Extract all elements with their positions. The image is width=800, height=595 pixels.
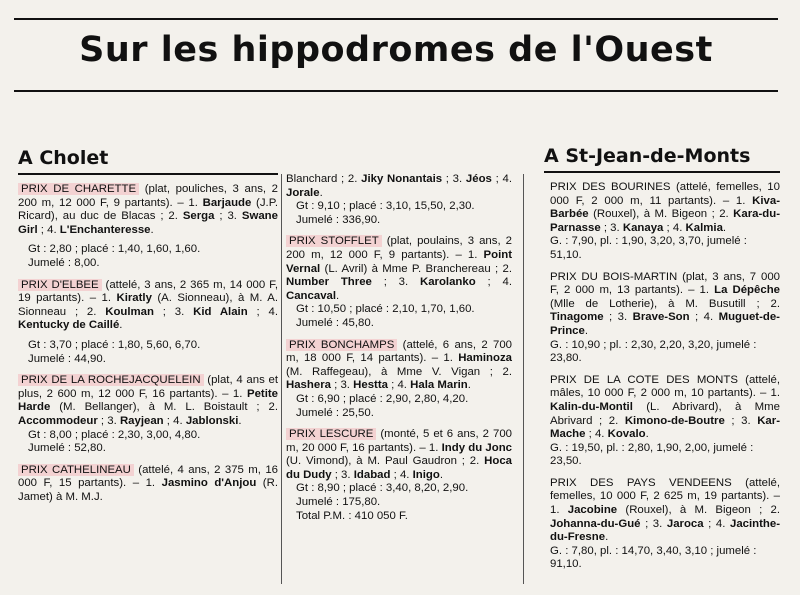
race-name: PRIX LESCURE [286,428,376,440]
payout: G. : 10,90 ; pl. : 2,30, 2,20, 3,20, jumelé : 23,80. [550,338,757,365]
payout: Gt : 3,70 ; placé : 1,80, 5,60, 6,70. [28,338,201,351]
race-name: PRIX CATHELINEAU [18,464,134,476]
section-title-cholet: A Cholet [18,146,278,175]
jumelle: Jumelé : 175,80. [296,496,381,509]
total-pm: Total P.M. : 410 050 F. [296,509,408,522]
payout: G. : 7,80, pl. : 14,70, 3,40, 3,10 ; jumelé : 91,10. [550,544,757,571]
payout: Gt : 8,90 ; placé : 3,40, 8,20, 2,90. [296,482,469,495]
payout: Gt : 6,90 ; placé : 2,90, 2,80, 4,20. [296,392,469,405]
race-charette: PRIX DE CHARETTE (plat, pouliches, 3 ans, 2 200 m, 12 000 F, 9 partants). – 1. Barjaude (J.P. Ricard), au duc de Blacas ; 2. Serga ; 3. Swane Girl ; 4. L'Enchanteresse. Gt : 2,80 ; placé : 1,40, 1,60, 1,60. Jumelé : 8,00. [18,183,279,269]
jumelle: Jumelé : 8,00. [28,256,100,269]
race-pays-vendeens: PRIX DES PAYS VENDEENS (attelé, femelles, 10 000 F, 2 625 m, 19 partants). – 1. Jacobine (Rouxel), à M. Bigeon ; 2. Johanna-du-Gué ; 3. Jaroca ; 4. Jacinthe-du-Fresne. G. : 7,80, pl. : 14,70, 3,40, 3,10 ; jumelé : 91,10. [550,476,780,571]
race-name: PRIX DE LA COTE DES MONTS [550,373,738,386]
race-name: PRIX DES PAYS VENDEENS [550,476,732,489]
payout: Gt : 9,10 ; placé : 3,10, 15,50, 2,30. [296,200,475,213]
race-bois-martin: PRIX DU BOIS-MARTIN (plat, 3 ans, 7 000 F, 2 000 m, 13 partants). – 1. La Dépêche (Mlle de Lotherie), à M. Busutill ; 2. Tinagome ; 3. Brave-Son ; 4. Muguet-de-Prince. G. : 10,90 ; pl. : 2,30, 2,20, 3,20, jumelé : 23,80. [550,270,780,365]
race-name: PRIX DE LA ROCHEJACQUELEIN [18,374,204,386]
race-cathelineau-continued: Blanchard ; 2. Jiky Nonantais ; 3. Jéos ; 4. Jorale. Gt : 9,10 ; placé : 3,10, 15,50, 2,30. Jumelé : 336,90. [286,173,512,226]
race-name: PRIX STOFFLET [286,235,382,247]
jumelle: Jumelé : 44,90. [28,352,106,365]
masthead-top-rule [14,18,778,20]
column-cholet-continued [286,173,512,531]
race-name: PRIX DU BOIS-MARTIN [550,270,678,283]
race-cote-des-monts: PRIX DE LA COTE DES MONTS (attelé, mâles, 10 000 F, 2 000 m, 10 partants). – 1. Kalin-du-Montil (L. Abrivard), à Mme Abrivard ; 2. Kimono-de-Boutre ; 3. Kar-Mache ; 4. Kovalo. G. : 19,50, pl. : 2,80, 1,90, 2,00, jumelé : 23,50. [550,373,780,468]
payout: G. : 7,90, pl. : 1,90, 3,20, 3,70, jumelé : 51,10. [550,235,747,261]
race-name: PRIX BONCHAMPS [286,339,397,351]
column-divider [523,174,524,584]
payout: Gt : 2,80 ; placé : 1,40, 1,60, 1,60. [28,243,201,256]
payout: Gt : 10,50 ; placé : 2,10, 1,70, 1,60. [296,303,475,316]
race-lescure: PRIX LESCURE (monté, 5 et 6 ans, 2 700 m, 20 000 F, 16 partants). – 1. Indy du Jonc (U. Vimond), à M. Paul Gaudron ; 2. Hoca du Dudy ; 3. Idabad ; 4. Inigo. Gt : 8,90 ; placé : 3,40, 8,20, 2,90. Jumelé : 175,80. Total P.M. : 410 050 F. [286,428,512,522]
page-title: Sur les hippodromes de l'Ouest [79,30,713,70]
race-name: PRIX D'ELBEE [18,279,102,291]
column-st-jean-de-monts [540,144,780,580]
race-stofflet: PRIX STOFFLET (plat, poulains, 3 ans, 2 200 m, 12 000 F, 9 partants). – 1. Point Vernal (L. Avril) à Mme P. Branchereau ; 2. Number Three ; 3. Karolanko ; 4. Cancaval. Gt : 10,50 ; placé : 2,10, 1,70, 1,60. Jumelé : 45,80. [286,235,512,329]
jumelle: Jumelé : 25,50. [296,406,374,419]
race-name: PRIX DE CHARETTE [18,183,139,195]
jumelle: Jumelé : 336,90. [296,213,381,226]
jumelle: Jumelé : 52,80. [28,442,106,455]
column-divider [281,174,282,584]
race-elbee: PRIX D'ELBEE (attelé, 3 ans, 2 365 m, 14 000 F, 19 partants). – 1. Kiratly (A. Sionneau), à M. A. Sionneau ; 2. Koulman ; 3. Kid Alain ; 4. Kentucky de Caillé. Gt : 3,70 ; placé : 1,80, 5,60, 6,70. Jumelé : 44,90. [18,278,278,365]
section-title-st-jean: A St-Jean-de-Monts [544,144,780,173]
masthead-bottom-rule [14,90,778,92]
race-bonchamps: PRIX BONCHAMPS (attelé, 6 ans, 2 700 m, 18 000 F, 14 partants). – 1. Haminoza (M. Raffegeau), à Mme V. Vigan ; 2. Hashera ; 3. Hestta ; 4. Hala Marin. Gt : 6,90 ; placé : 2,90, 2,80, 4,20. Jumelé : 25,50. [286,338,512,419]
race-bourines: PRIX DES BOURINES (attelé, femelles, 10 000 F, 2 000 m, 11 partants). – 1. Kiva-Barbée (Rouxel), à M. Bigeon ; 2. Kara-du-Parnasse ; 3. Kanaya ; 4. Kalmia. G. : 7,90, pl. : 1,90, 3,20, 3,70, jumelé : 51,10. [550,181,780,261]
payout: G. : 19,50, pl. : 2,80, 1,90, 2,00, jumelé : 23,50. [550,441,754,468]
jumelle: Jumelé : 45,80. [296,316,374,329]
race-cathelineau: PRIX CATHELINEAU (attelé, 4 ans, 2 375 m, 16 000 F, 15 partants). – 1. Jasmino d'Anjou (R. Jamet) à M. M.J. [18,463,278,503]
column-cholet [18,146,278,512]
race-name: PRIX DES BOURINES [550,181,671,193]
payout: Gt : 8,00 ; placé : 2,30, 3,00, 4,80. [28,428,201,441]
race-rochejacquelein: PRIX DE LA ROCHEJACQUELEIN (plat, 4 ans et plus, 2 600 m, 12 000 F, 16 partants). – 1. Petite Harde (M. Bellanger), à M. L. Boistault ; 2. Accommodeur ; 3. Rayjean ; 4. Jablonski. Gt : 8,00 ; placé : 2,30, 3,00, 4,80. Jumelé : 52,80. [18,374,278,455]
